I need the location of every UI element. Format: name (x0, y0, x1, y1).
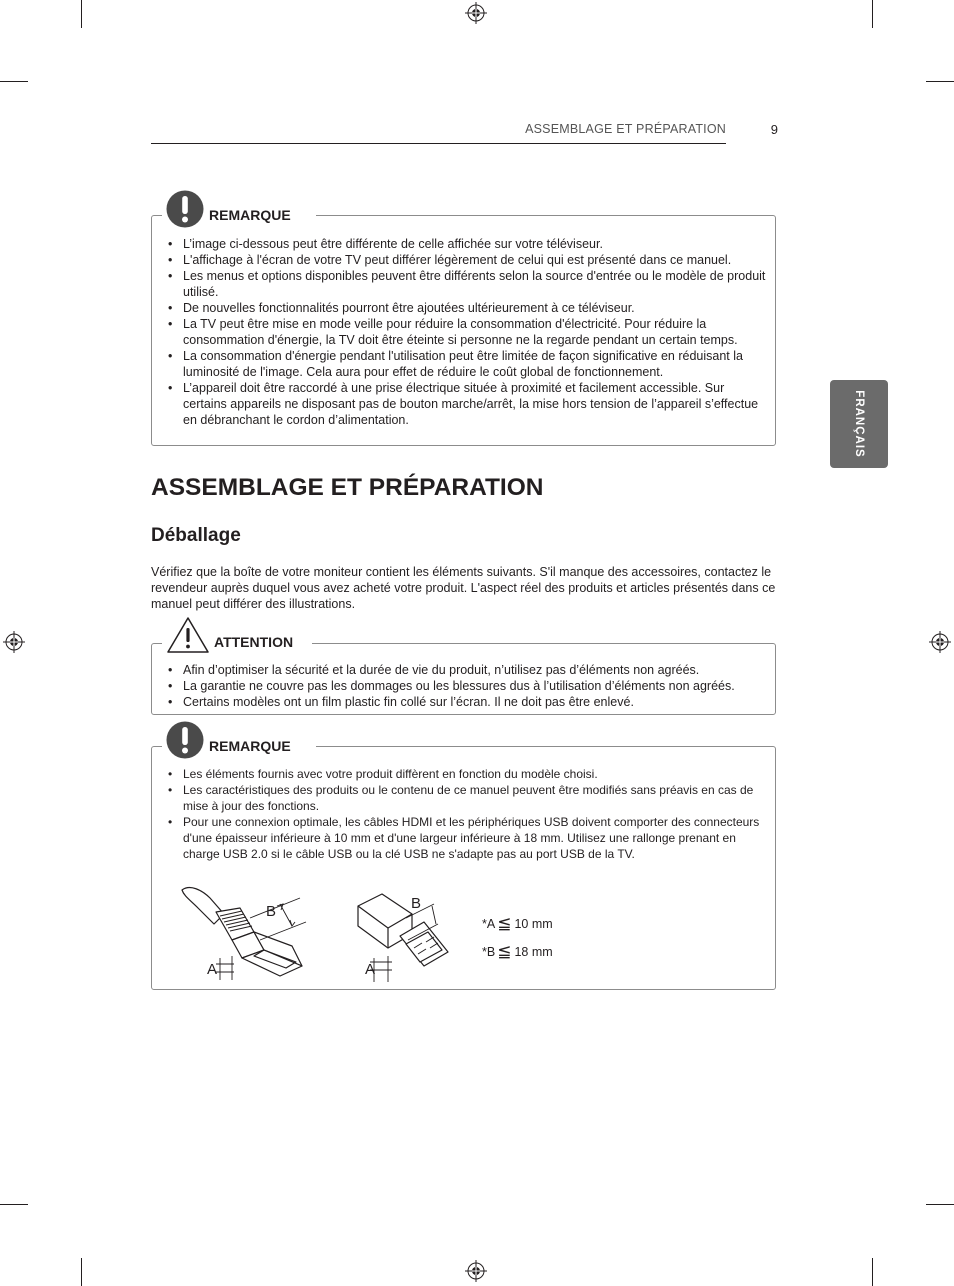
crop-mark (872, 0, 873, 28)
hdmi-connector-diagram (180, 884, 310, 984)
list-item: • Les menus et options disponibles peuvent être différents selon la source d'entrée ou le modèle de produit utilisé. (152, 268, 768, 300)
list-item: • La garantie ne couvre pas les dommages ou les blessures dus à l’utilisation d’éléments non agréés. (152, 678, 768, 694)
list-item: • Pour une connexion optimale, les câbles HDMI et les périphériques USB doivent comporter des connecteurs d'une épaisseur inférieure à 10 mm et d'une largeur inférieure à 18 mm. Utilisez une rallonge prenant en charge USB 2.0 si le câble USB ou la clé USB ne s'adapte pas au port USB de la TV. (152, 814, 768, 862)
attention-list (152, 662, 768, 710)
language-tab (830, 380, 888, 468)
list-item: • L’image ci-dessous peut être différente de celle affichée sur votre téléviseur. (152, 236, 768, 252)
crop-mark (926, 81, 954, 82)
list-item: • L’appareil doit être raccordé à une prise électrique située à proximité et facilement accessible. Sur certains appareils ne disposant pas de bouton marche/arrêt, la mise hors tension de l’appareil s’effectue en débranchant le cordon d’alimentation. (152, 380, 768, 428)
page-number: 9 (770, 122, 778, 137)
crop-mark (926, 1204, 954, 1205)
dimension-label-a: A (207, 961, 218, 978)
spec-b: *B ≦ 18 mm (482, 942, 553, 961)
list-item: • L'affichage à l'écran de votre TV peut différer légèrement de celui qui est présenté dans ce manuel. (152, 252, 768, 268)
note-label: REMARQUE (207, 738, 297, 754)
note-list (152, 766, 768, 862)
registration-mark-icon (929, 631, 951, 653)
warning-triangle-icon (166, 616, 210, 654)
registration-mark-icon (465, 2, 487, 24)
dimension-label-b: B (411, 895, 422, 912)
note-label: REMARQUE (207, 207, 297, 223)
running-header: ASSEMBLAGE ET PRÉPARATION (525, 122, 726, 136)
crop-mark (0, 1204, 28, 1205)
crop-mark (0, 81, 28, 82)
crop-mark (81, 1258, 82, 1286)
registration-mark-icon (465, 1260, 487, 1282)
list-item: • Afin d’optimiser la sécurité et la durée de vie du produit, n’utilisez pas d’éléments non agréés. (152, 662, 768, 678)
list-item: • Les éléments fournis avec votre produit diffèrent en fonction du modèle choisi. (152, 766, 768, 782)
language-tab-label: FRANÇAIS (853, 390, 865, 458)
list-item: • Certains modèles ont un film plastic fin collé sur l’écran. Il ne doit pas être enlevé. (152, 694, 768, 710)
dimension-label-b: B (266, 903, 277, 920)
attention-label: ATTENTION (212, 634, 299, 650)
crop-mark (81, 0, 82, 28)
subsection-title: Déballage (151, 525, 241, 546)
dimension-label-a: A (365, 961, 376, 978)
crop-mark (872, 1258, 873, 1286)
exclamation-icon (166, 721, 204, 759)
section-title: ASSEMBLAGE ET PRÉPARATION (151, 474, 544, 501)
intro-paragraph: Vérifiez que la boîte de votre moniteur contient les éléments suivants. S'il manque des accessoires, contactez le revendeur auprès duquel vous avez acheté votre produit. L'aspect réel des produits et articles présentés dans ce manuel peut différer des illustrations. (151, 565, 776, 611)
spec-a: *A ≦ 10 mm (482, 914, 553, 933)
list-item: • La consommation d'énergie pendant l'utilisation peut être limitée de façon significative en réduisant la luminosité de l'image. Cela aura pour effet de réduire le coût global de fonctionnement. (152, 348, 768, 380)
list-item: • La TV peut être mise en mode veille pour réduire la consommation d'électricité. Pour réduire la consommation d'énergie, la TV doit être éteinte si personne ne la regarde pendant un certain temps. (152, 316, 768, 348)
registration-mark-icon (3, 631, 25, 653)
note-list (152, 236, 768, 428)
header-rule (151, 143, 726, 144)
exclamation-icon (166, 190, 204, 228)
list-item: • De nouvelles fonctionnalités pourront être ajoutées ultérieurement à ce téléviseur. (152, 300, 768, 316)
list-item: • Les caractéristiques des produits ou le contenu de ce manuel peuvent être modifiés sans préavis en cas de mise à jour des fonctions. (152, 782, 768, 814)
